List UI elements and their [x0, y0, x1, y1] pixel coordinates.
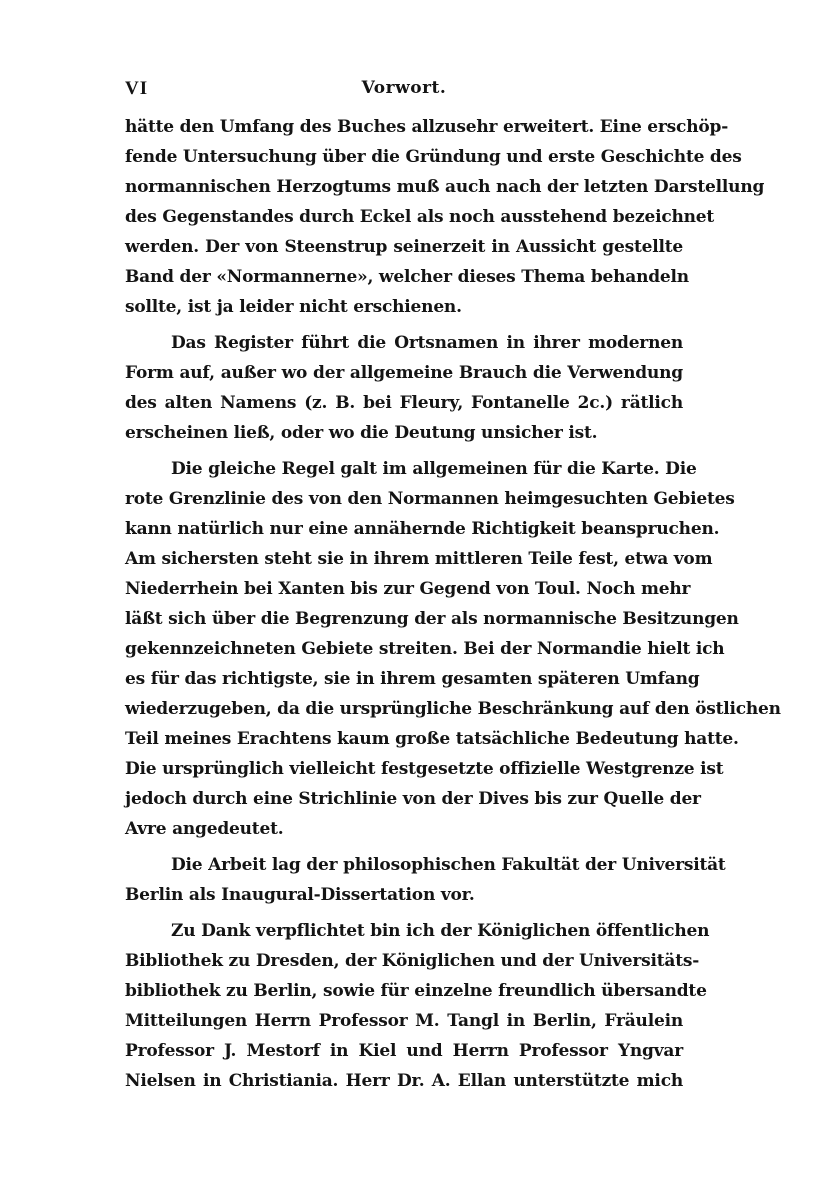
text-line: Mitteilungen Herrn Professor M. Tangl in Berlin, Fräulein: [125, 1011, 683, 1031]
text-line: hätte den Umfang des Buches allzusehr erweitert. Eine erschöp-: [125, 117, 729, 137]
text-line: Berlin als Inaugural-Dissertation vor.: [125, 885, 475, 905]
page-number: VI: [125, 78, 149, 99]
text-line: Teil meines Erachtens kaum große tatsächliche Bedeutung hatte.: [125, 729, 739, 749]
paragraph: [125, 112, 765, 322]
text-line: wiederzugeben, da die ursprüngliche Beschränkung auf den östlichen: [125, 699, 781, 719]
text-line: Zu Dank verpflichtet bin ich der Königlichen öffentlichen: [171, 921, 710, 941]
text-line: Am sichersten steht sie in ihrem mittleren Teile fest, etwa vom: [125, 549, 713, 569]
text-line: kann natürlich nur eine annähernde Richtigkeit beanspruchen.: [125, 519, 720, 539]
text-line: Niederrhein bei Xanten bis zur Gegend von Toul. Noch mehr: [125, 579, 691, 599]
text-line: des Gegenstandes durch Eckel als noch ausstehend bezeichnet: [125, 207, 715, 227]
text-line: jedoch durch eine Strichlinie von der Dives bis zur Quelle der: [125, 789, 701, 809]
text-line: rote Grenzlinie des von den Normannen heimgesuchten Gebietes: [125, 489, 735, 509]
text-line: erscheinen ließ, oder wo die Deutung unsicher ist.: [125, 423, 598, 443]
text-line: Band der «Normannerne», welcher dieses Thema behandeln: [125, 267, 689, 287]
text-line: sollte, ist ja leider nicht erschienen.: [125, 297, 462, 317]
paragraph: [125, 850, 726, 910]
text-line: werden. Der von Steenstrup seinerzeit in Aussicht gestellte: [125, 237, 683, 257]
text-line: normannischen Herzogtums muß auch nach der letzten Darstellung: [125, 177, 765, 197]
paragraph: [125, 454, 781, 844]
text-line: Die gleiche Regel galt im allgemeinen für die Karte. Die: [171, 459, 697, 479]
text-line: Professor J. Mestorf in Kiel und Herrn Professor Yngvar: [125, 1041, 683, 1061]
text-line: des alten Namens (z. B. bei Fleury, Fontanelle 2c.) rätlich: [125, 393, 683, 413]
text-line: Bibliothek zu Dresden, der Königlichen und der Universitäts-: [125, 951, 700, 971]
text-line: fende Untersuchung über die Gründung und erste Geschichte des: [125, 147, 742, 167]
text-line: bibliothek zu Berlin, sowie für einzelne freundlich übersandte: [125, 981, 707, 1001]
text-line: Die Arbeit lag der philosophischen Fakultät der Universität: [171, 855, 726, 875]
page-header: [125, 78, 683, 102]
paragraph: [125, 328, 683, 448]
paragraph: [125, 916, 710, 1096]
text-line: Die ursprünglich vielleicht festgesetzte offizielle Westgrenze ist: [125, 759, 724, 779]
text-line: Das Register führt die Ortsnamen in ihrer modernen: [171, 333, 683, 353]
text-line: es für das richtigste, sie in ihrem gesamten späteren Umfang: [125, 669, 700, 689]
running-head: Vorwort.: [361, 78, 447, 98]
text-line: gekennzeichneten Gebiete streiten. Bei der Normandie hielt ich: [125, 639, 725, 659]
text-line: Form auf, außer wo der allgemeine Brauch die Verwendung: [125, 363, 683, 383]
text-line: Avre angedeutet.: [125, 819, 284, 839]
body-text: [125, 112, 781, 1096]
text-line: läßt sich über die Begrenzung der als normannische Besitzungen: [125, 609, 739, 629]
text-line: Nielsen in Christiania. Herr Dr. A. Ellan unterstützte mich: [125, 1071, 683, 1091]
